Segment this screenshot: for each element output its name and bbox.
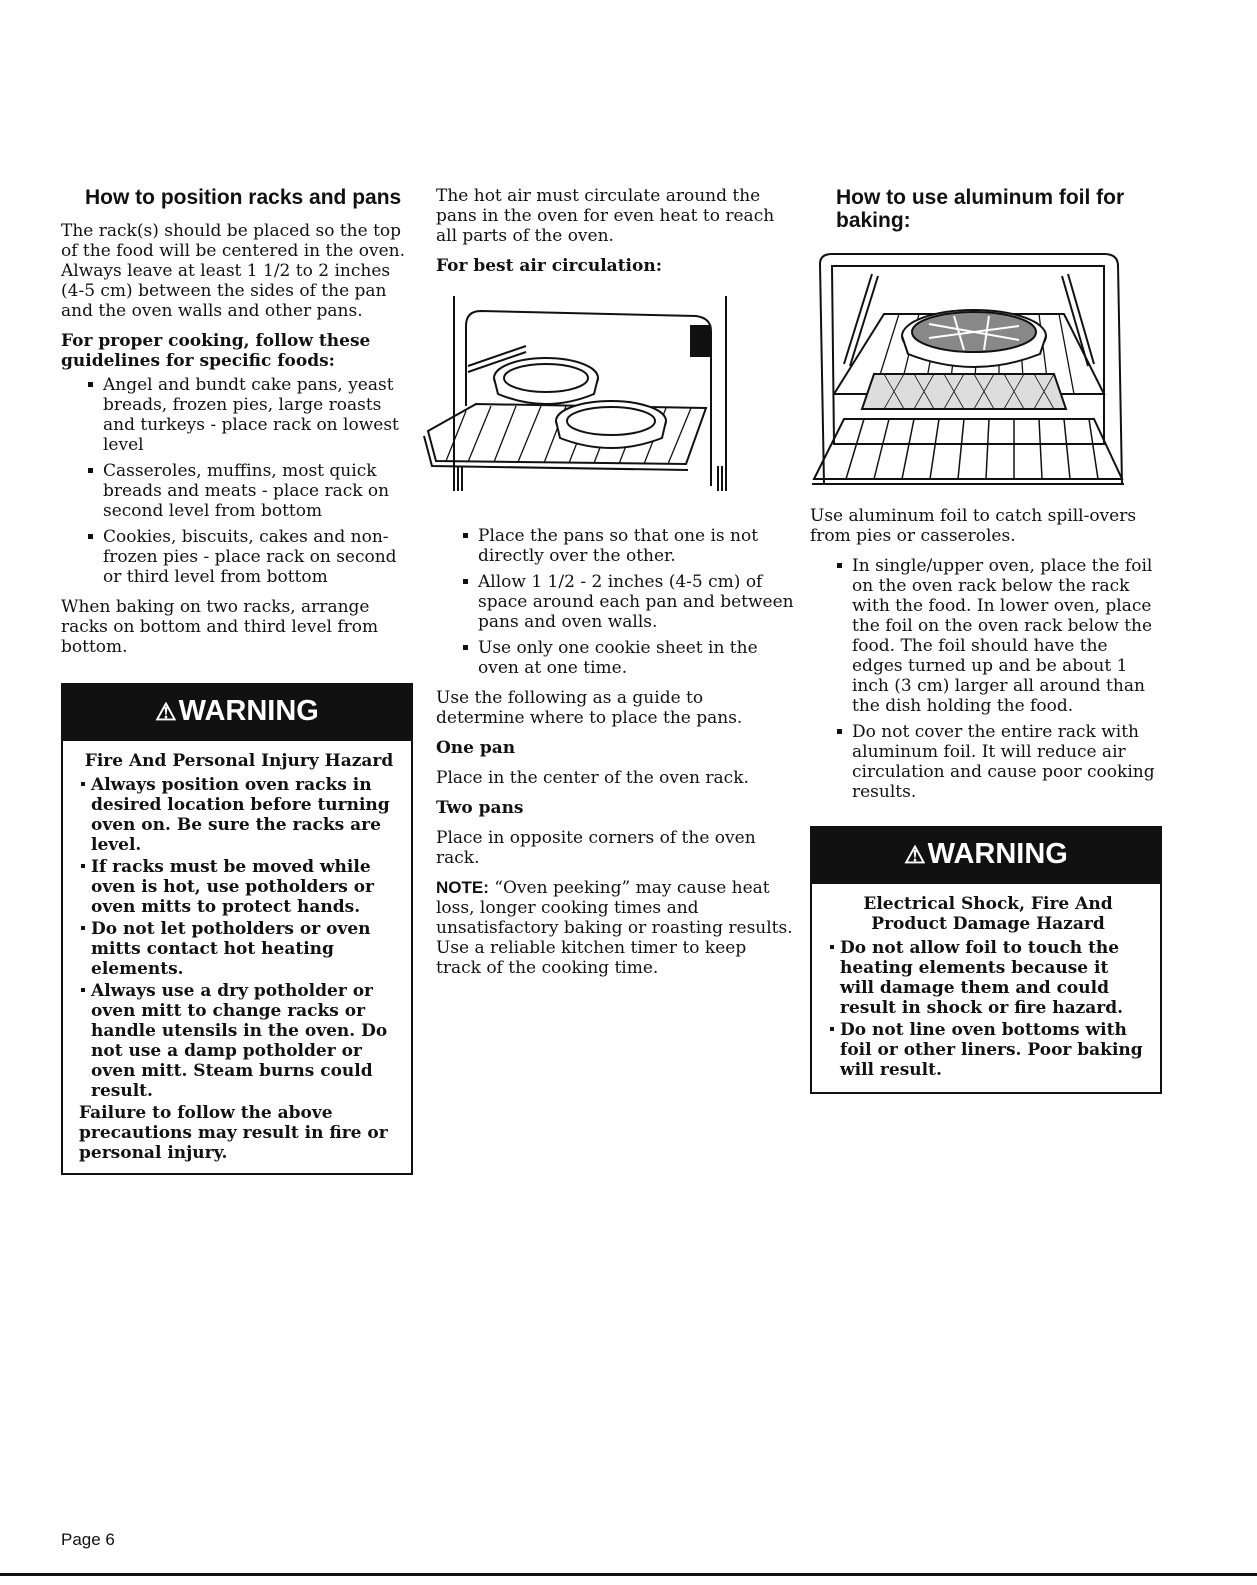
warning-footer: Failure to follow the above precautions may result in fire or personal injury. xyxy=(79,1103,388,1163)
racks-intro: The rack(s) should be placed so the top of the food will be centered in the oven. Always leave at least 1 1/2 to 2 inches (4-5 cm) between the sides of the pan and the oven walls and other pans. xyxy=(61,221,406,321)
warning-label: WARNING xyxy=(178,695,319,727)
warning-triangle-icon: ⚠ xyxy=(904,842,926,869)
warning-header xyxy=(812,828,1160,884)
air-heading: For best air circulation: xyxy=(436,256,662,276)
two-pans-text: Place in opposite corners of the oven rack. xyxy=(436,828,756,868)
one-pan-heading: One pan xyxy=(436,738,516,758)
warning-box-electrical xyxy=(810,826,1162,1094)
list-item: Do not let potholders or oven mitts contact hot heating elements. xyxy=(91,919,399,979)
air-intro: The hot air must circulate around the pans in the oven for even heat to reach all parts of the oven. xyxy=(436,186,775,246)
warning-label: WARNING xyxy=(927,838,1068,870)
warning-box-fire xyxy=(61,683,413,1175)
list-item: Always position oven racks in desired location before turning oven on. Be sure the racks are level. xyxy=(91,775,399,855)
section-title-foil: How to use aluminum foil for baking: xyxy=(836,186,1125,232)
guidelines-list xyxy=(61,375,413,587)
warning-list xyxy=(79,775,399,1101)
section-title-racks: How to position racks and pans xyxy=(85,186,402,209)
note-label: NOTE: xyxy=(436,878,489,897)
column-air-circulation xyxy=(436,186,796,988)
oven-foil-pie-illustration xyxy=(804,244,1134,494)
page-number: Page 6 xyxy=(61,1530,115,1549)
warning-header xyxy=(63,685,411,741)
oven-two-pans-illustration xyxy=(406,286,746,506)
warning-body xyxy=(812,884,1160,1092)
warning-title: Electrical Shock, Fire And Product Damage Hazard xyxy=(863,894,1113,934)
note-paragraph xyxy=(436,878,796,978)
one-pan-text: Place in the center of the oven rack. xyxy=(436,768,749,788)
guidelines-heading: For proper cooking, follow these guidelines for specific foods: xyxy=(61,331,371,371)
foil-tips-list xyxy=(810,556,1162,802)
two-racks-text: When baking on two racks, arrange racks on bottom and third level from bottom. xyxy=(61,597,379,657)
bottom-rule xyxy=(0,1573,1257,1576)
column-aluminum-foil xyxy=(810,186,1162,1094)
list-item: Use only one cookie sheet in the oven at one time. xyxy=(478,638,796,678)
list-item: In single/upper oven, place the foil on the oven rack below the rack with the food. In lower oven, place the foil on the oven rack below the food. The foil should have the edges turned up and be about 1 inch (3 cm) larger all around than the dish holding the food. xyxy=(852,556,1162,716)
two-pans-heading: Two pans xyxy=(436,798,524,818)
list-item: Angel and bundt cake pans, yeast breads, frozen pies, large roasts and turkeys - place rack on lowest level xyxy=(103,375,413,455)
column-racks-and-pans xyxy=(61,186,413,1175)
air-tips-list xyxy=(436,526,796,678)
list-item: Always use a dry potholder or oven mitt to change racks or handle utensils in the oven. Do not use a damp potholder or oven mitt. Steam burns could result. xyxy=(91,981,399,1101)
warning-title: Fire And Personal Injury Hazard xyxy=(84,751,394,771)
foil-intro: Use aluminum foil to catch spill-overs from pies or casseroles. xyxy=(810,506,1137,546)
note-text: “Oven peeking” may cause heat loss, longer cooking times and unsatisfactory baking or roasting results. Use a reliable kitchen timer to keep track of the cooking time. xyxy=(436,878,793,978)
list-item: Do not cover the entire rack with aluminum foil. It will reduce air circulation and cause poor cooking results. xyxy=(852,722,1162,802)
guide-text: Use the following as a guide to determine where to place the pans. xyxy=(436,688,743,728)
list-item: Casseroles, muffins, most quick breads and meats - place rack on second level from bottom xyxy=(103,461,413,521)
list-item: If racks must be moved while oven is hot, use potholders or oven mitts to protect hands. xyxy=(91,857,399,917)
list-item: Allow 1 1/2 - 2 inches (4-5 cm) of space around each pan and between pans and oven walls. xyxy=(478,572,796,632)
list-item: Do not line oven bottoms with foil or other liners. Poor baking will result. xyxy=(840,1020,1148,1080)
warning-triangle-icon: ⚠ xyxy=(155,699,177,726)
warning-body xyxy=(63,741,411,1173)
warning-list xyxy=(828,938,1148,1080)
list-item: Do not allow foil to touch the heating elements because it will damage them and could result in shock or fire hazard. xyxy=(840,938,1148,1018)
list-item: Place the pans so that one is not directly over the other. xyxy=(478,526,796,566)
list-item: Cookies, biscuits, cakes and non-frozen pies - place rack on second or third level from bottom xyxy=(103,527,413,587)
